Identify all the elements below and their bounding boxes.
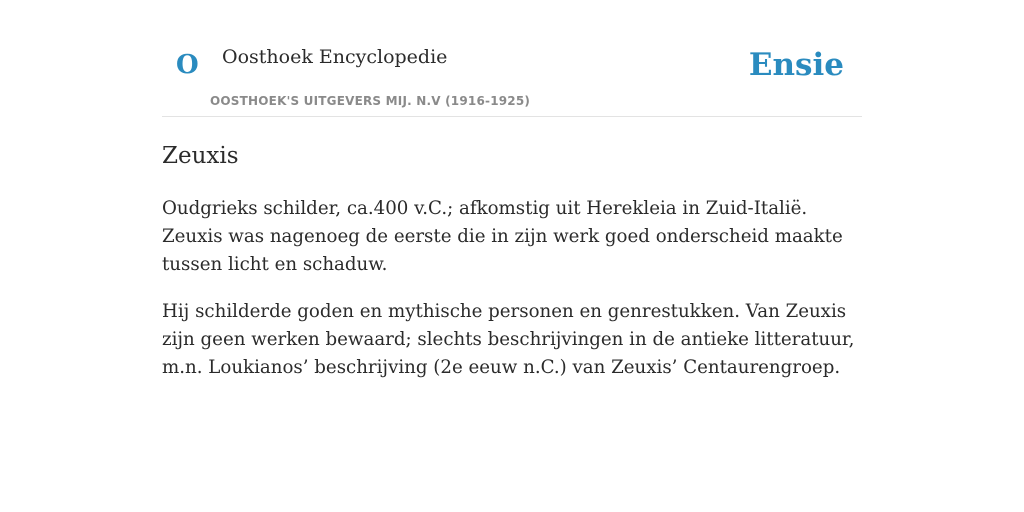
- site-header: [162, 0, 862, 117]
- page: [162, 0, 862, 382]
- entry-paragraph: Oudgrieks schilder, ca.400 v.C.; afkomstig uit Herekleia in Zuid-Italië. Zeuxis was nagenoeg de eerste die in zijn werk goed onderscheid maakte tussen licht en schaduw.: [162, 197, 843, 275]
- entry-paragraph: Hij schilderde goden en mythische personen en genrestukken. Van Zeuxis zijn geen werken bewaard; slechts beschrijvingen in de antieke litteratuur, m.n. Loukianos’ beschrijving (2e eeuw n.C.) van Zeuxis’ Centaurengroep.: [162, 300, 855, 378]
- publisher-subtitle: OOSTHOEK'S UITGEVERS MIJ. N.V (1916-1925): [210, 94, 531, 108]
- site-title-link[interactable]: Oosthoek Encyclopedie: [222, 46, 448, 68]
- entry-body: [162, 195, 862, 382]
- logo-icon[interactable]: O: [176, 50, 199, 80]
- entry-title: Zeuxis: [162, 143, 239, 169]
- entry-content: [162, 143, 862, 382]
- ensie-logo-link[interactable]: Ensie: [748, 47, 844, 83]
